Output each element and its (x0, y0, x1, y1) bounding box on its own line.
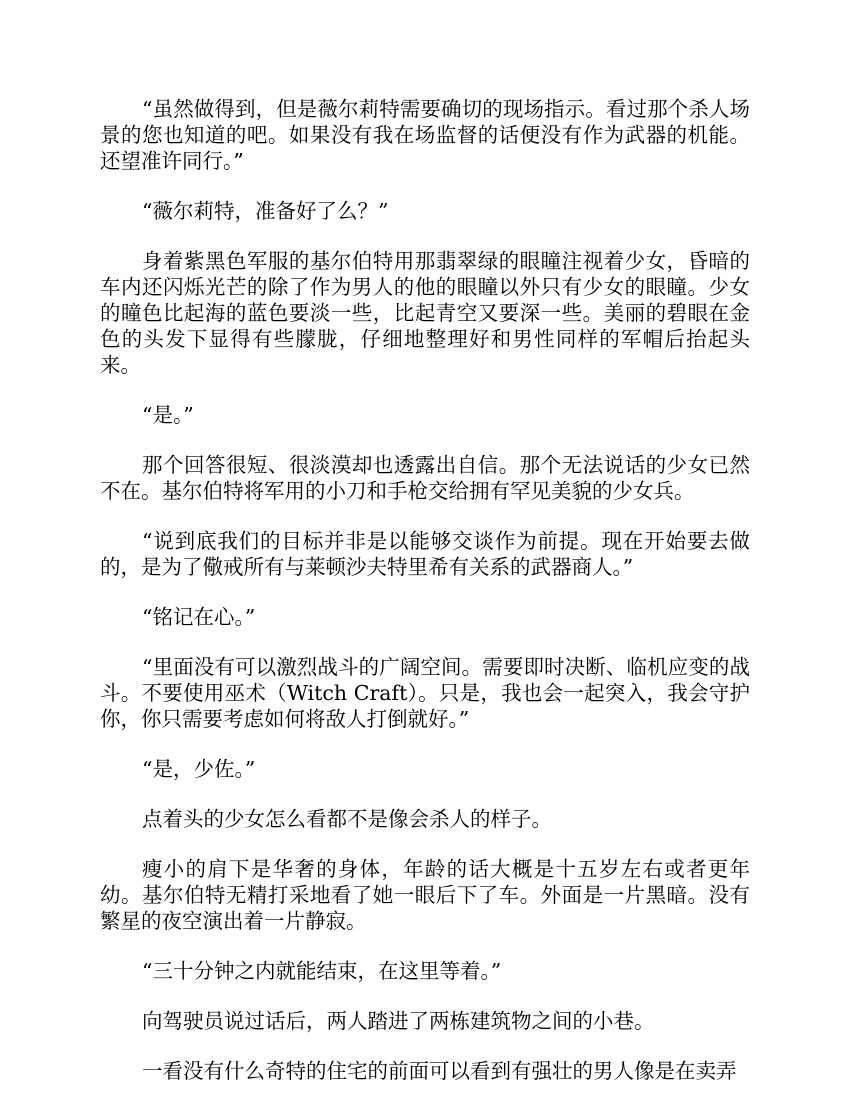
paragraph-7: “铭记在心。” (142, 605, 256, 629)
paragraph-6: “说到底我们的目标并非是以能够交谈作为前提。现在开始要去做的，是为了儆戒所有与莱顿沙夫特里希有关系的武器商人。” (100, 529, 750, 579)
paragraph-9: “是，少佐。” (142, 757, 256, 781)
paragraph-13: 向驾驶员说过话后，两人踏进了两栋建筑物之间的小巷。 (142, 1009, 655, 1033)
paragraph-1: “虽然做得到，但是薇尔莉特需要确切的现场指示。看过那个杀人场景的您也知道的吧。如果没有我在场监督的话便没有作为武器的机能。还望准许同行。” (100, 97, 750, 173)
paragraph-8: “里面没有可以激烈战斗的广阔空间。需要即时决断、临机应变的战斗。不要使用巫术（Witch Craft）。只是，我也会一起突入，我会守护你，你只需要考虑如何将敌人打倒就好。” (100, 655, 750, 731)
paragraph-2: “薇尔莉特，准备好了么？” (142, 199, 389, 223)
paragraph-10: 点着头的少女怎么看都不是像会杀人的样子。 (142, 807, 552, 831)
document-page (100, 96, 750, 1108)
paragraph-5: 那个回答很短、很淡漠却也透露出自信。那个无法说话的少女已然不在。基尔伯特将军用的小刀和手枪交给拥有罕见美貌的少女兵。 (100, 453, 750, 503)
paragraph-3: 身着紫黑色军服的基尔伯特用那翡翠绿的眼瞳注视着少女，昏暗的车内还闪烁光芒的除了作为男人的他的眼瞳以外只有少女的眼瞳。少女的瞳色比起海的蓝色要淡一些，比起青空又要深一些。美丽的碧眼在金色的头发下显得有些朦胧，仔细地整理好和男性同样的军帽后抬起头来。 (100, 249, 750, 377)
paragraph-4: “是。” (142, 403, 194, 427)
paragraph-12: “三十分钟之内就能结束，在这里等着。” (142, 959, 502, 983)
paragraph-14: 一看没有什么奇特的住宅的前面可以看到有强壮的男人像是在卖弄 (142, 1059, 737, 1083)
paragraph-11: 瘦小的肩下是华奢的身体，年龄的话大概是十五岁左右或者更年幼。基尔伯特无精打采地看了她一眼后下了车。外面是一片黑暗。没有繁星的夜空演出着一片静寂。 (100, 857, 750, 933)
